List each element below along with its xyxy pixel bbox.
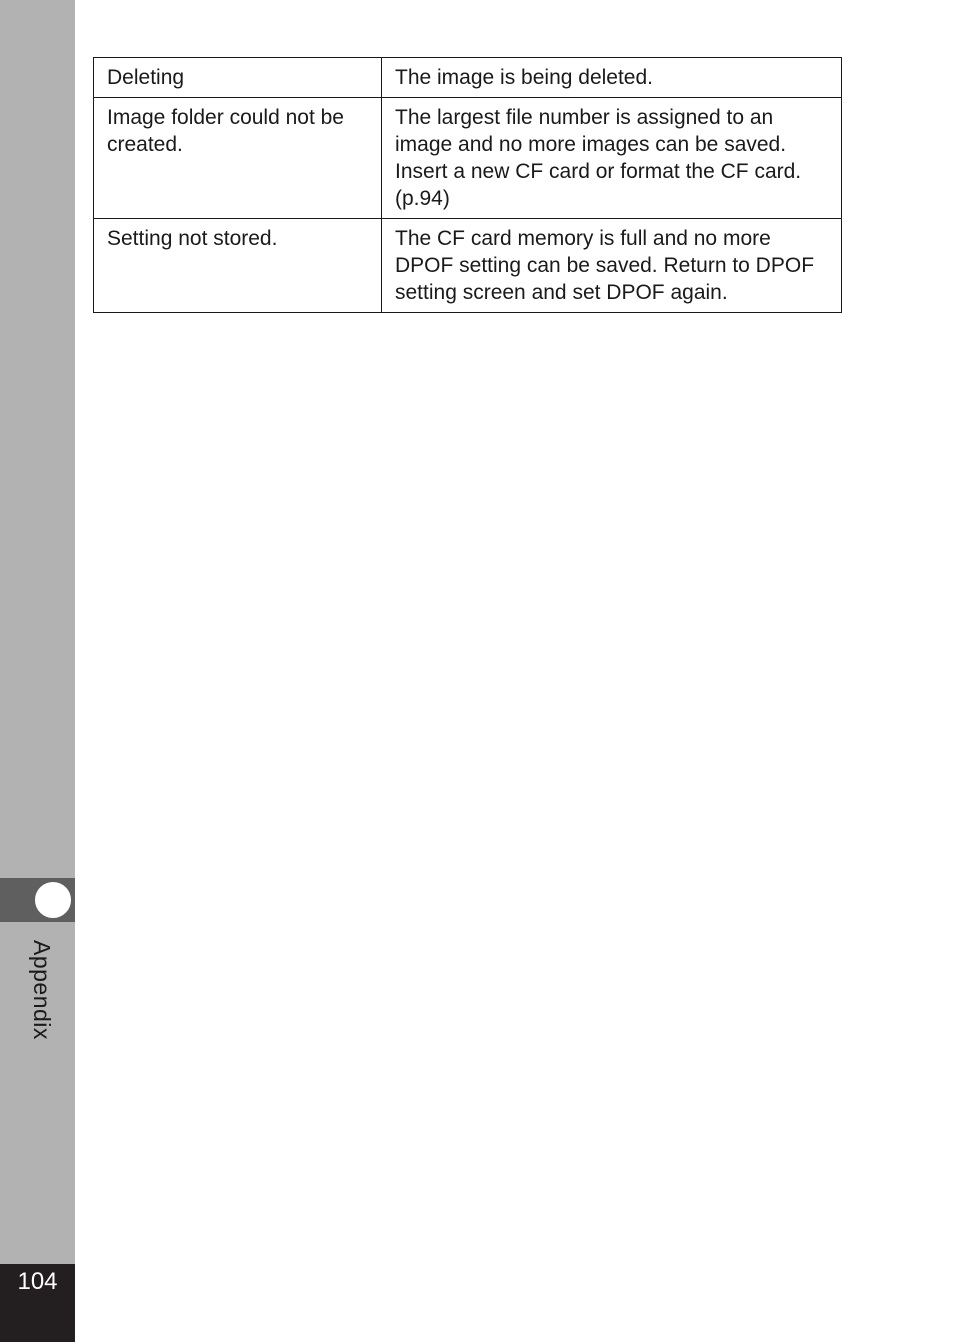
page-number: 104 [17,1268,58,1295]
description-cell: The CF card memory is full and no more DPOF setting can be saved. Return to DPOF setting screen and set DPOF again. [382,219,842,313]
section-tab-circle-icon [31,878,75,922]
description-cell: The image is being deleted. [382,58,842,98]
table-row [94,58,842,98]
description-cell: The largest file number is assigned to an image and no more images can be saved. Insert a new CF card or format the CF card. (p.94) [382,98,842,219]
messages-table [93,57,842,313]
message-cell: Image folder could not be created. [94,98,382,219]
side-strip [0,0,75,1342]
table-row [94,98,842,219]
message-cell: Setting not stored. [94,219,382,313]
section-label: Appendix [29,940,55,1040]
message-cell: Deleting [94,58,382,98]
table-row [94,219,842,313]
